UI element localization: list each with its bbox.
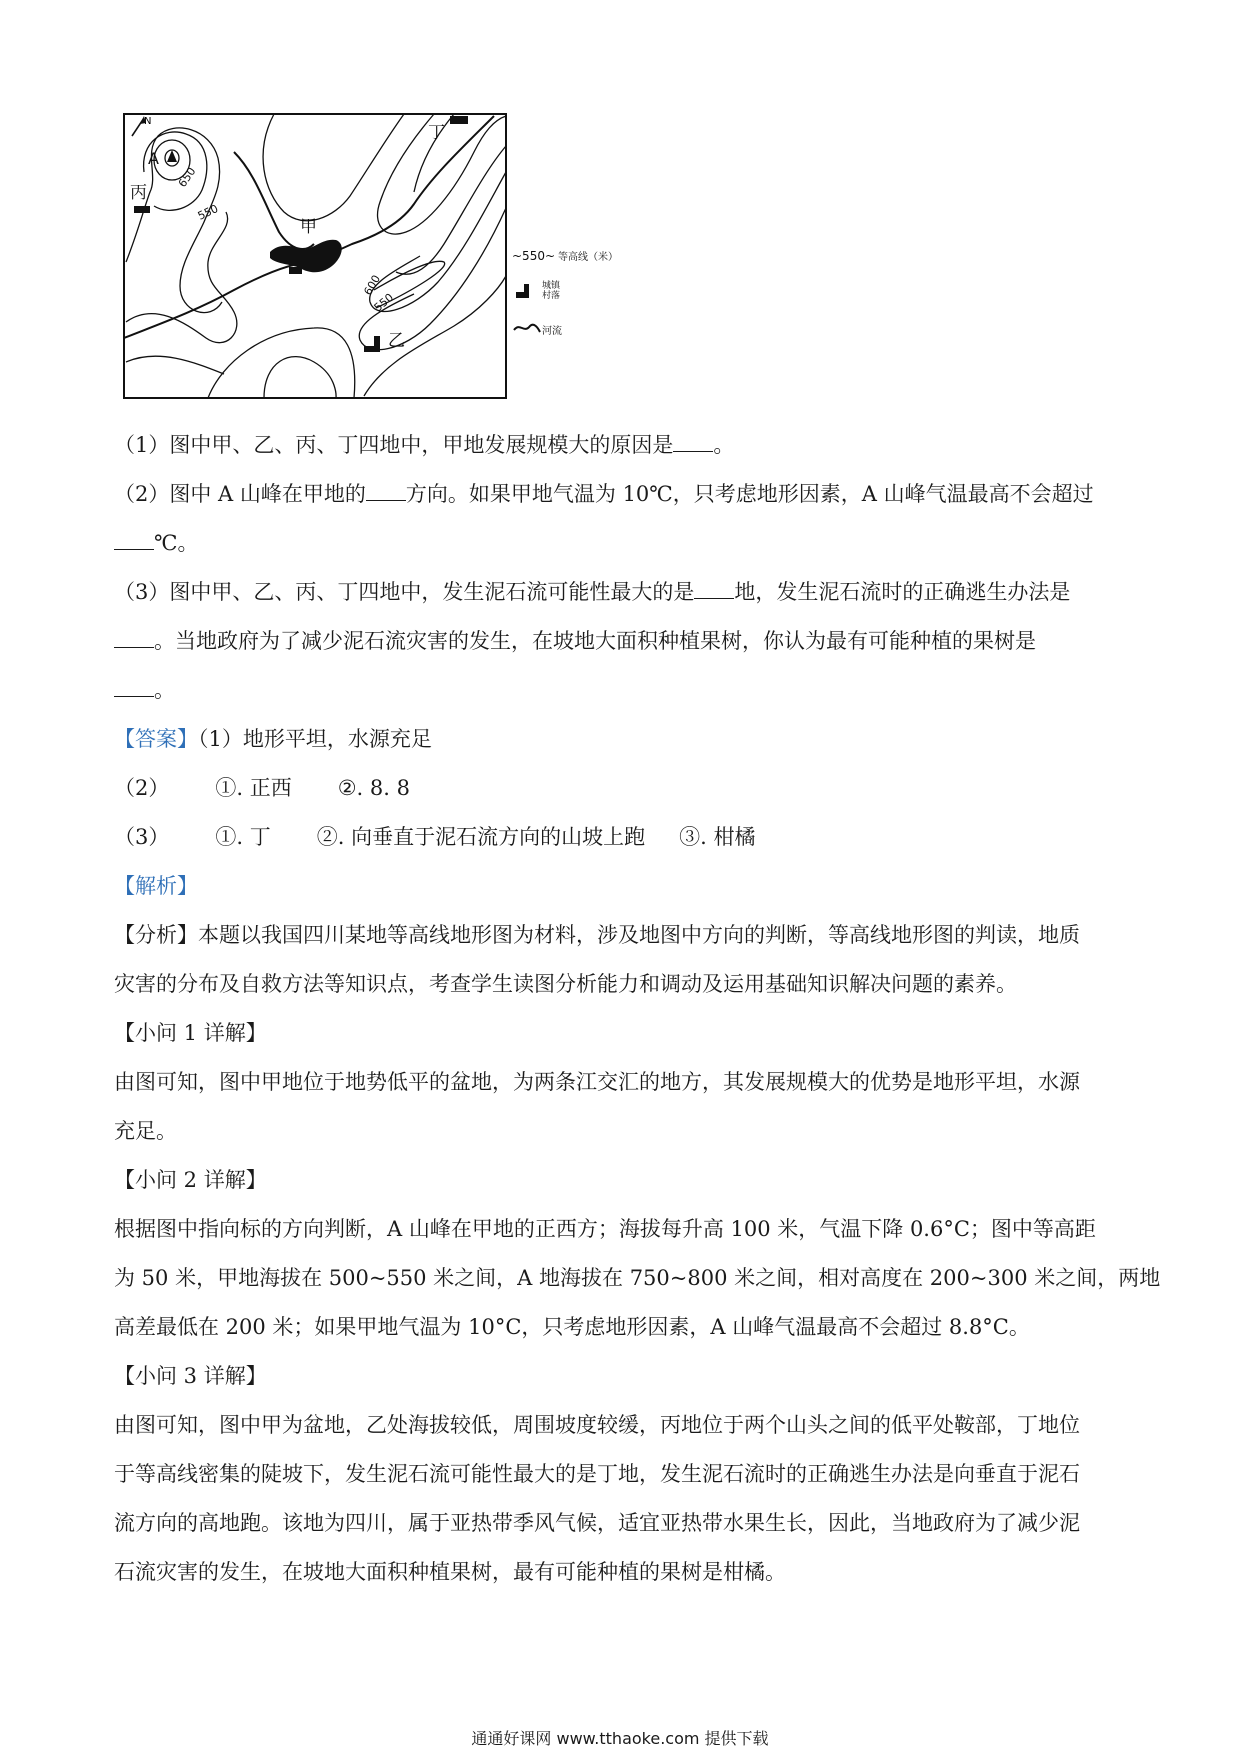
question-1	[114, 430, 734, 460]
north-arrow-icon	[132, 116, 151, 136]
place-ding-label: 丁	[428, 123, 445, 143]
answer-blank	[366, 482, 406, 501]
question-3-text-3: 。当地政府为了减少泥石流灾害的发生，在坡地大面积种植果树，你认为最有可能种植的果树是	[154, 629, 1036, 653]
subquestion-3-text-1: 由图可知，图中甲为盆地，乙处海拔较低，周围坡度较缓，丙地位于两个山头之间的低平处鞍部，丁地位	[114, 1413, 1080, 1437]
subquestion-3-text-3: 流方向的高地跑。该地为四川，属于亚热带季风气候，适宜亚热带水果生长，因此，当地政府为了减少泥	[114, 1511, 1080, 1535]
analysis-label: 【解析】	[114, 874, 198, 898]
question-2-text: （2）图中 A 山峰在甲地的	[114, 482, 366, 506]
peak-a-label: A	[148, 149, 159, 168]
question-3-end: 。	[154, 678, 175, 702]
answer-line-3	[114, 822, 755, 852]
question-1-text: （1）图中甲、乙、丙、丁四地中，甲地发展规模大的原因是	[114, 433, 674, 457]
answer-line-1	[114, 724, 432, 754]
answer-1: （1）地形平坦，水源充足	[198, 727, 432, 751]
answer-blank	[114, 629, 154, 648]
answer-3-number: （3）	[114, 825, 170, 849]
contour-label-550b: 550	[371, 290, 397, 315]
subquestion-2-text-3: 高差最低在 200 米；如果甲地气温为 10°C，只考虑地形因素，A 山峰气温最高不会超过 8.8°C。	[114, 1315, 1030, 1339]
answer-3-part-2: ②. 向垂直于泥石流方向的山坡上跑	[316, 825, 646, 849]
question-2	[114, 479, 1094, 509]
contour-map-figure	[114, 112, 654, 412]
analysis-intro-1: 【分析】本题以我国四川某地等高线地形图为材料，涉及地图中方向的判断，等高线地形图的判读，地质	[114, 923, 1080, 947]
subquestion-2-text-1: 根据图中指向标的方向判断，A 山峰在甲地的正西方；海拔每升高 100 米，气温下降 0.6°C；图中等高距	[114, 1217, 1096, 1241]
village-ding-marker	[450, 116, 468, 124]
contour-map	[114, 112, 654, 412]
answer-blank	[114, 678, 154, 697]
question-3-cont-2	[114, 675, 175, 705]
question-3-cont	[114, 626, 1036, 656]
answer-blank	[114, 531, 154, 550]
question-2-end: ℃。	[154, 531, 199, 555]
answer-line-2	[114, 773, 410, 803]
village-marker	[289, 267, 302, 274]
question-3	[114, 577, 1070, 607]
question-2-text-2: 方向。如果甲地气温为 10℃，只考虑地形因素，A 山峰气温最高不会超过	[405, 482, 1094, 506]
subquestion-3-text-2: 于等高线密集的陡坡下，发生泥石流可能性最大的是丁地，发生泥石流时的正确逃生办法是向垂直于泥石	[114, 1462, 1080, 1486]
subquestion-1-text-2: 充足。	[114, 1119, 177, 1143]
subquestion-2-text-2: 为 50 米，甲地海拔在 500~550 米之间，A 地海拔在 750~800 米之间，相对高度在 200~300 米之间，两地	[114, 1266, 1161, 1290]
legend-river-text: 河流	[542, 326, 562, 337]
contour-label-600: 600	[361, 272, 384, 298]
answer-blank	[694, 580, 734, 599]
contour-label-650: 650	[175, 165, 199, 190]
answer-3-part-1: ①. 丁	[215, 825, 271, 849]
subquestion-1-heading: 【小问 1 详解】	[114, 1021, 267, 1045]
place-jia-label: 甲	[300, 217, 317, 237]
legend-town-icon	[516, 284, 529, 298]
town-jia-marker	[270, 240, 342, 273]
contour-label-550a: 550	[195, 202, 221, 223]
subquestion-1-text-1: 由图可知，图中甲地位于地势低平的盆地，为两条江交汇的地方，其发展规模大的优势是地形平坦，水源	[114, 1070, 1080, 1094]
answer-2-number: （2）	[114, 776, 170, 800]
place-bing-label: 丙	[130, 183, 147, 203]
legend-town-text-1: 城镇	[542, 281, 561, 291]
answer-2-part-1: ①. 正西	[215, 776, 292, 800]
page-footer: 通通好课网 www.tthaoke.com 提供下载	[471, 1729, 769, 1748]
legend-contour-text: 等高线（米）	[558, 252, 618, 263]
north-label: N	[144, 116, 152, 127]
question-3-text: （3）图中甲、乙、丙、丁四地中，发生泥石流可能性最大的是	[114, 580, 695, 604]
question-2-cont	[114, 528, 199, 558]
village-yi-marker	[364, 336, 380, 352]
answer-2-part-2: ②. 8. 8	[337, 776, 410, 800]
legend-river-icon	[514, 325, 540, 332]
village-bing-marker	[134, 206, 150, 213]
answer-label: 【答案】	[114, 727, 198, 751]
subquestion-3-text-4: 石流灾害的发生，在坡地大面积种植果树，最有可能种植的果树是柑橘。	[114, 1560, 786, 1584]
map-legend	[512, 249, 618, 337]
legend-contour-value: ~550~	[512, 249, 556, 263]
question-3-text-2: 地，发生泥石流时的正确逃生办法是	[734, 580, 1071, 604]
analysis-intro-2: 灾害的分布及自救方法等知识点，考查学生读图分析能力和调动及运用基础知识解决问题的素养。	[114, 972, 1017, 996]
place-yi-label: 乙	[388, 331, 405, 351]
subquestion-2-heading: 【小问 2 详解】	[114, 1168, 267, 1192]
legend-town-text-2: 村落	[542, 291, 561, 301]
subquestion-3-heading: 【小问 3 详解】	[114, 1364, 267, 1388]
answer-3-part-3: ③. 柑橘	[679, 825, 756, 849]
question-1-end: 。	[713, 433, 735, 457]
answer-blank	[673, 433, 713, 452]
